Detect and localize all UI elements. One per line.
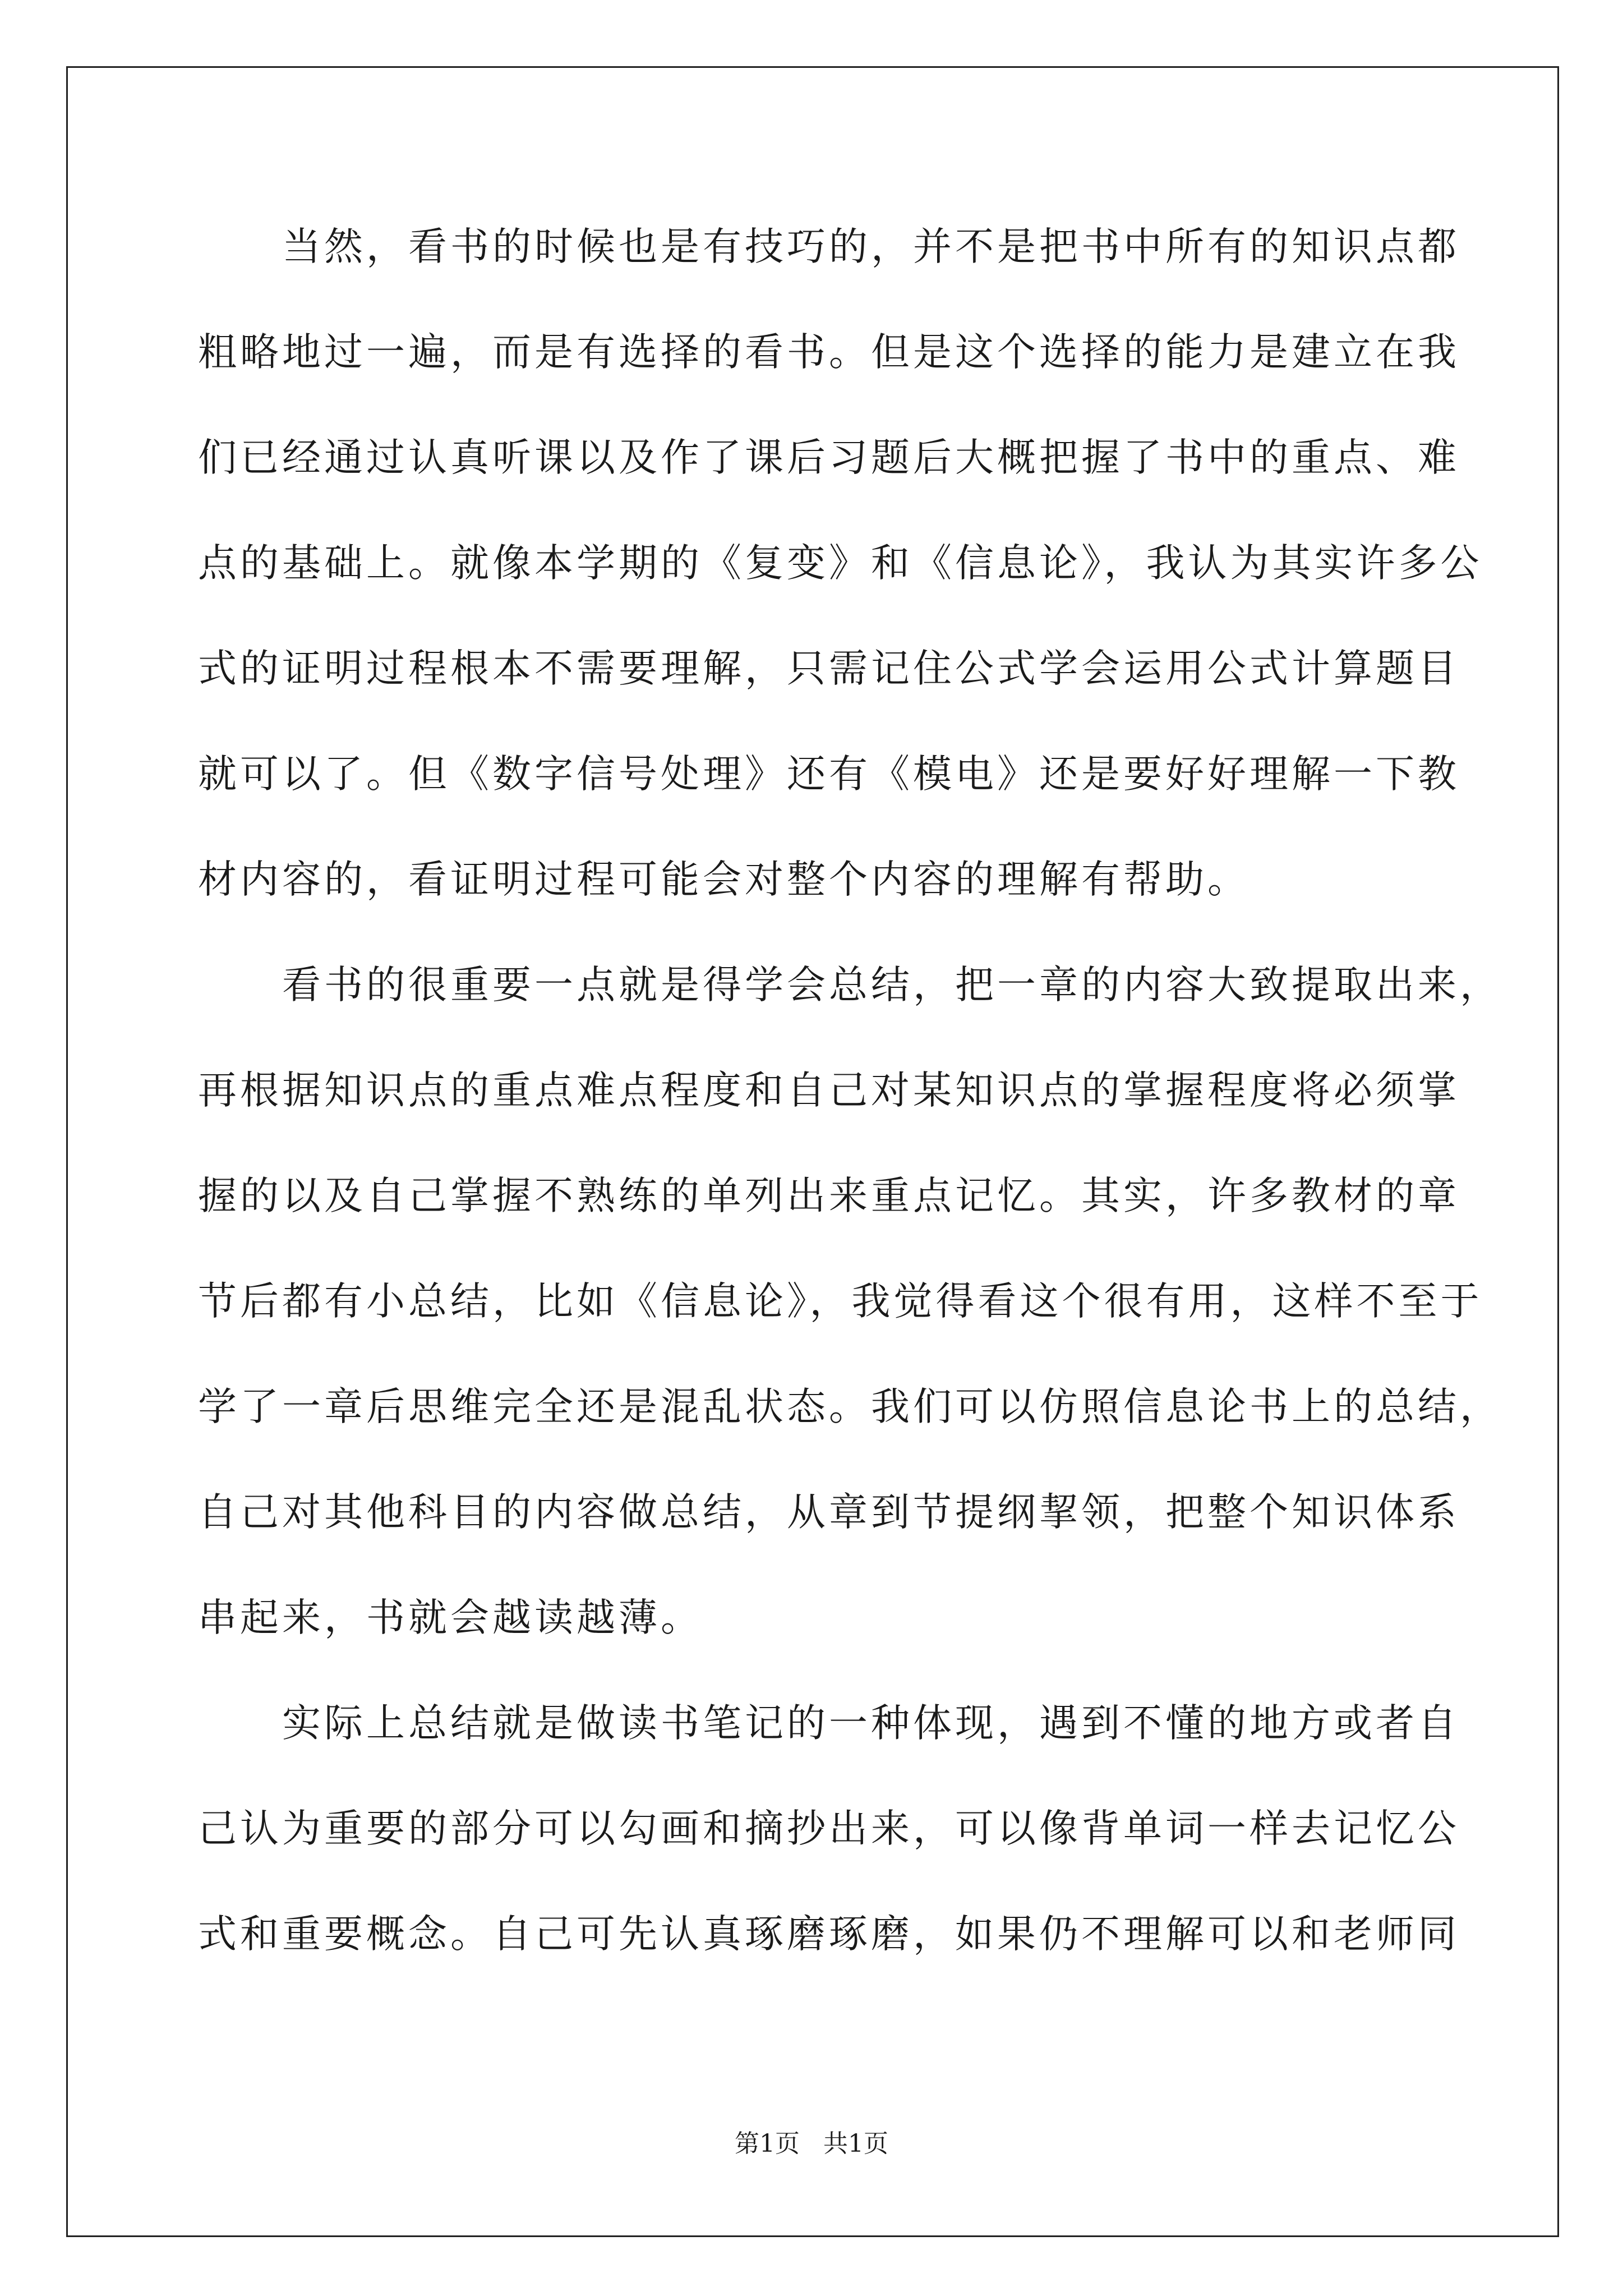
text-line: 学了一章后思维完全还是混乱状态。我们可以仿照信息论书上的总结，: [198, 1384, 1502, 1429]
text-line: 节后都有小总结，比如《信息论》，我觉得看这个很有用，这样不至于: [198, 1279, 1483, 1324]
text-line: 实际上总结就是做读书笔记的一种体现，遇到不懂的地方或者自: [198, 1701, 1460, 1746]
text-line: 们已经通过认真听课以及作了课后习题后大概把握了书中的重点、难: [198, 435, 1460, 480]
text-line: 串起来，书就会越读越薄。: [198, 1595, 703, 1640]
text-line: 再根据知识点的重点难点程度和自己对某知识点的掌握程度将必须掌: [198, 1068, 1460, 1113]
text-line: 式和重要概念。自己可先认真琢磨琢磨，如果仍不理解可以和老师同: [198, 1912, 1460, 1957]
text-line: 材内容的，看证明过程可能会对整个内容的理解有帮助。: [198, 857, 1249, 902]
text-line: 看书的很重要一点就是得学会总结，把一章的内容大致提取出来，: [198, 963, 1502, 1007]
text-line: 式的证明过程根本不需要理解，只需记住公式学会运用公式计算题目: [198, 646, 1460, 691]
text-line: 粗略地过一遍，而是有选择的看书。但是这个选择的能力是建立在我: [198, 330, 1460, 375]
text-line: 当然，看书的时候也是有技巧的，并不是把书中所有的知识点都: [198, 224, 1460, 269]
text-line: 就可以了。但《数字信号处理》还有《模电》还是要好好理解一下教: [198, 752, 1460, 797]
text-line: 点的基础上。就像本学期的《复变》和《信息论》，我认为其实许多公: [198, 541, 1483, 586]
text-line: 己认为重要的部分可以勾画和摘抄出来，可以像背单词一样去记忆公: [198, 1806, 1460, 1851]
text-line: 自己对其他科目的内容做总结，从章到节提纲挈领，把整个知识体系: [198, 1490, 1460, 1535]
page-footer: 第1页 共1页: [735, 2129, 888, 2158]
text-line: 握的以及自己掌握不熟练的单列出来重点记忆。其实，许多教材的章: [198, 1174, 1460, 1218]
